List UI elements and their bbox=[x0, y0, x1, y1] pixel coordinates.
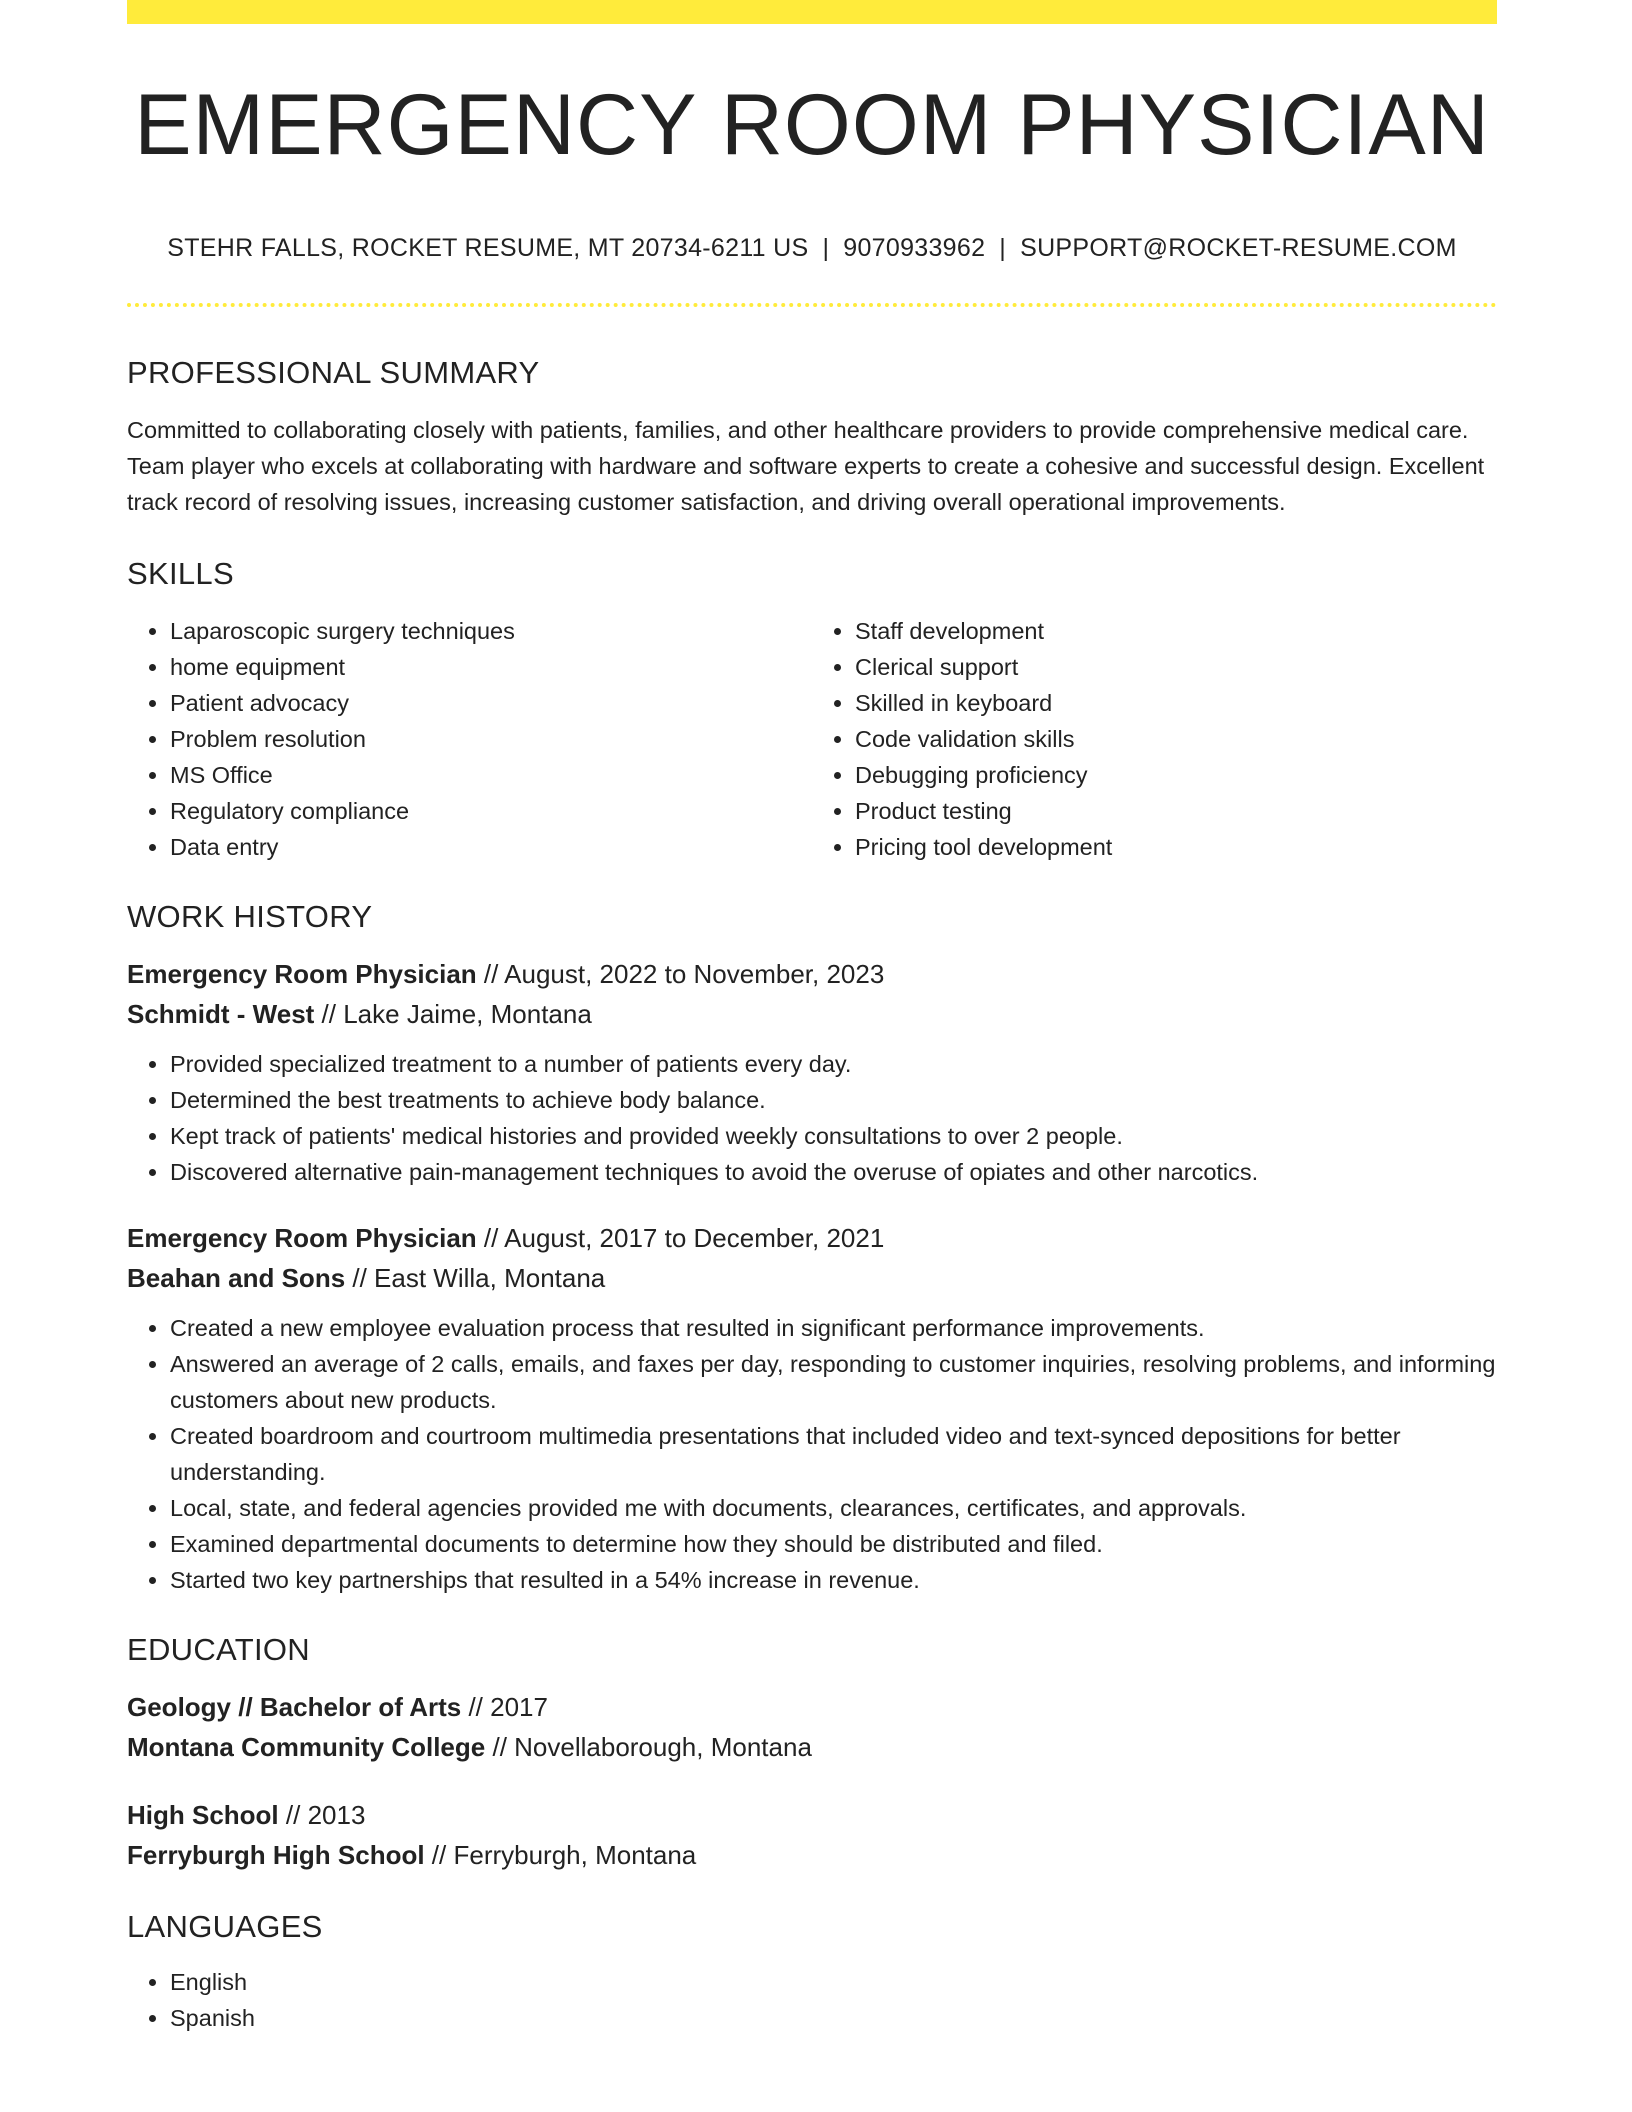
job-duties bbox=[127, 1310, 1497, 1598]
job-dates: // August, 2022 to November, 2023 bbox=[476, 959, 885, 989]
work-history-heading: WORK HISTORY bbox=[127, 899, 373, 934]
job-duties bbox=[127, 1046, 1497, 1190]
skills-list bbox=[127, 613, 1497, 865]
contact-separator: | bbox=[822, 234, 830, 262]
skill-item: • Data entry bbox=[170, 829, 812, 865]
degree: High School bbox=[127, 1800, 279, 1830]
skill-item: • Staff development bbox=[855, 613, 1497, 649]
school: Montana Community College bbox=[127, 1732, 486, 1762]
skill-item: • Problem resolution bbox=[170, 721, 812, 757]
job-company-line bbox=[127, 994, 1497, 1034]
skill-item: • Patient advocacy bbox=[170, 685, 812, 721]
job-entry bbox=[127, 1218, 1497, 1598]
languages-heading: LANGUAGES bbox=[127, 1909, 323, 1944]
summary-heading: PROFESSIONAL SUMMARY bbox=[127, 355, 540, 390]
skill-item: • Debugging proficiency bbox=[855, 757, 1497, 793]
skill-item: • Code validation skills bbox=[855, 721, 1497, 757]
skill-item: • Clerical support bbox=[855, 649, 1497, 685]
school-location: // Ferryburgh, Montana bbox=[424, 1840, 697, 1870]
skill-item: • Laparoscopic surgery techniques bbox=[170, 613, 812, 649]
skill-item: • Regulatory compliance bbox=[170, 793, 812, 829]
address: STEHR FALLS, ROCKET RESUME, MT 20734-6211 US bbox=[167, 234, 809, 262]
skill-item: • home equipment bbox=[170, 649, 812, 685]
skill-item: • Skilled in keyboard bbox=[855, 685, 1497, 721]
resume-name: EMERGENCY ROOM PHYSICIAN bbox=[134, 77, 1490, 173]
job-role: Emergency Room Physician bbox=[127, 959, 477, 989]
duty-item: • Examined departmental documents to determine how they should be distributed and filed. bbox=[170, 1526, 1497, 1562]
job-location: // Lake Jaime, Montana bbox=[314, 999, 592, 1029]
language-item: • English bbox=[170, 1964, 1497, 2000]
degree-line bbox=[127, 1687, 1497, 1727]
graduation-year: // 2013 bbox=[278, 1800, 366, 1830]
education-entry bbox=[127, 1795, 1497, 1875]
job-location: // East Willa, Montana bbox=[345, 1263, 606, 1293]
contact-separator: | bbox=[999, 234, 1007, 262]
job-dates: // August, 2017 to December, 2021 bbox=[476, 1223, 885, 1253]
phone: 9070933962 bbox=[843, 234, 986, 262]
job-title-line bbox=[127, 1218, 1497, 1258]
duty-item: • Local, state, and federal agencies provided me with documents, clearances, certificates, and approvals. bbox=[170, 1490, 1497, 1526]
job-role: Emergency Room Physician bbox=[127, 1223, 477, 1253]
skill-item: • Pricing tool development bbox=[855, 829, 1497, 865]
languages-list bbox=[127, 1964, 1497, 2036]
job-company-line bbox=[127, 1258, 1497, 1298]
duty-item: • Provided specialized treatment to a number of patients every day. bbox=[170, 1046, 1497, 1082]
summary-text: Committed to collaborating closely with patients, families, and other healthcare providers to provide comprehensive medical care. Team player who excels at collaborating with hardware and software experts to create a cohesive and successful design. Excellent track record of resolving issues, increasing customer satisfaction, and driving overall operational improvements. bbox=[127, 417, 1485, 515]
language-item: • Spanish bbox=[170, 2000, 1497, 2036]
duty-item: • Created a new employee evaluation process that resulted in significant performance improvements. bbox=[170, 1310, 1497, 1346]
degree: Geology // Bachelor of Arts bbox=[127, 1692, 462, 1722]
duty-item: • Kept track of patients' medical histories and provided weekly consultations to over 2 people. bbox=[170, 1118, 1497, 1154]
job-title-line bbox=[127, 954, 1497, 994]
education-entry bbox=[127, 1687, 1497, 1767]
skill-item: • MS Office bbox=[170, 757, 812, 793]
job-company: Schmidt - West bbox=[127, 999, 315, 1029]
skills-column-left bbox=[127, 613, 812, 865]
education-heading: EDUCATION bbox=[127, 1632, 310, 1667]
duty-item: • Determined the best treatments to achieve body balance. bbox=[170, 1082, 1497, 1118]
skills-heading: SKILLS bbox=[127, 556, 234, 591]
school-line bbox=[127, 1727, 1497, 1767]
school: Ferryburgh High School bbox=[127, 1840, 425, 1870]
contact-line bbox=[127, 234, 1497, 263]
resume-page bbox=[127, 0, 1497, 2036]
skill-item: • Product testing bbox=[855, 793, 1497, 829]
graduation-year: // 2017 bbox=[461, 1692, 548, 1722]
job-company: Beahan and Sons bbox=[127, 1263, 346, 1293]
duty-item: • Discovered alternative pain-management techniques to avoid the overuse of opiates and other narcotics. bbox=[170, 1154, 1497, 1190]
duty-item: • Started two key partnerships that resulted in a 54% increase in revenue. bbox=[170, 1562, 1497, 1598]
dotted-divider bbox=[127, 303, 1497, 307]
degree-line bbox=[127, 1795, 1497, 1835]
school-location: // Novellaborough, Montana bbox=[485, 1732, 812, 1762]
job-entry bbox=[127, 954, 1497, 1190]
duty-item: • Created boardroom and courtroom multimedia presentations that included video and text-synced depositions for better understanding. bbox=[170, 1418, 1497, 1490]
skills-column-right bbox=[812, 613, 1497, 865]
email-link[interactable]: SUPPORT@ROCKET-RESUME.COM bbox=[1020, 234, 1457, 262]
duty-item: • Answered an average of 2 calls, emails, and faxes per day, responding to customer inquiries, resolving problems, and informing customers about new products. bbox=[170, 1346, 1497, 1418]
school-line bbox=[127, 1835, 1497, 1875]
top-accent-bar bbox=[127, 0, 1497, 24]
